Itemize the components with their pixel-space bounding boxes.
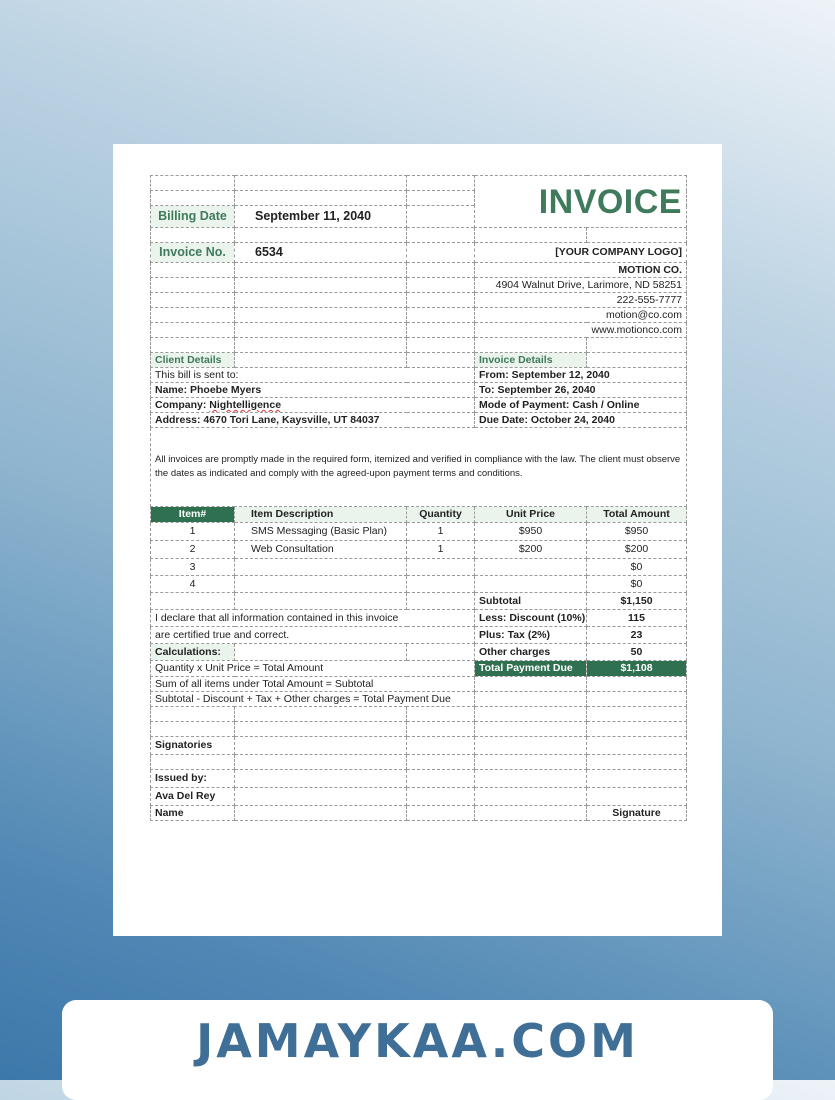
company-website: www.motionco.com [475, 323, 687, 338]
item-num: 4 [151, 576, 235, 593]
discount-label: Less: Discount (10%) [475, 610, 587, 627]
col-header-item-num: Item# [151, 507, 235, 523]
total-payment-due-label: Total Payment Due [475, 661, 587, 677]
item-total: $0 [587, 559, 687, 576]
col-header-total-amount: Total Amount [587, 507, 687, 523]
company-name: MOTION CO. [475, 263, 687, 278]
billing-date-value: September 11, 2040 [235, 206, 407, 228]
signer-name: Ava Del Rey [151, 788, 235, 806]
calculations-heading: Calculations: [151, 644, 235, 661]
brand-logo-text: JAMAYKAA.COM [196, 1014, 639, 1068]
invoice-details-heading: Invoice Details [475, 353, 587, 368]
total-payment-due-value: $1,108 [587, 661, 687, 677]
col-header-description: Item Description [235, 507, 407, 523]
company-email: motion@co.com [475, 308, 687, 323]
name-label: Name [151, 806, 235, 821]
subtotal-value: $1,150 [587, 593, 687, 610]
other-charges-label: Other charges [475, 644, 587, 661]
item-unit-price [475, 576, 587, 593]
calc-line-2: Sum of all items under Total Amount = Subtotal [151, 677, 475, 692]
item-quantity: 1 [407, 541, 475, 559]
due-date: Due Date: October 24, 2040 [475, 413, 687, 428]
item-quantity: 1 [407, 523, 475, 541]
client-name: Name: Phoebe Myers [151, 383, 475, 398]
subtotal-label: Subtotal [475, 593, 587, 610]
table-row [151, 576, 687, 593]
payment-mode: Mode of Payment: Cash / Online [475, 398, 687, 413]
item-total: $950 [587, 523, 687, 541]
table-row [151, 523, 687, 541]
issued-by-label: Issued by: [151, 770, 235, 788]
signature-label: Signature [587, 806, 687, 821]
tax-label: Plus: Tax (2%) [475, 627, 587, 644]
company-address: 4904 Walnut Drive, Larimore, ND 58251 [475, 278, 687, 293]
table-row [151, 541, 687, 559]
invoice-from-date: From: September 12, 2040 [475, 368, 687, 383]
item-description [235, 576, 407, 593]
client-company-name: Nightelligence [209, 398, 282, 411]
invoice-title: INVOICE [475, 176, 687, 228]
declaration-line-1: I declare that all information contained in this invoice [151, 610, 475, 627]
client-details-heading: Client Details [151, 353, 235, 368]
company-phone: 222-555-7777 [475, 293, 687, 308]
item-description [235, 559, 407, 576]
table-row [151, 559, 687, 576]
item-unit-price [475, 559, 587, 576]
col-header-unit-price: Unit Price [475, 507, 587, 523]
item-total: $200 [587, 541, 687, 559]
item-num: 2 [151, 541, 235, 559]
signatories-heading: Signatories [151, 737, 235, 755]
client-sent-to: This bill is sent to: [151, 368, 475, 383]
client-address: Address: 4670 Tori Lane, Kaysville, UT 84037 [151, 413, 475, 428]
client-company-prefix: Company: [155, 398, 210, 411]
item-quantity [407, 576, 475, 593]
billing-date-label: Billing Date [151, 206, 235, 228]
invoice-to-date: To: September 26, 2040 [475, 383, 687, 398]
brand-banner [62, 1000, 773, 1100]
invoice-no-label: Invoice No. [151, 243, 235, 263]
tax-value: 23 [587, 627, 687, 644]
client-company [151, 398, 475, 413]
item-unit-price: $200 [475, 541, 587, 559]
invoice-notice: All invoices are promptly made in the required form, itemized and verified in compliance with the law. The client must observe the dates as indicated and comply with the agreed-upon payment terms and conditions. [151, 428, 687, 507]
item-num: 3 [151, 559, 235, 576]
item-unit-price: $950 [475, 523, 587, 541]
item-description: Web Consultation [235, 541, 407, 559]
item-quantity [407, 559, 475, 576]
calc-line-1: Quantity x Unit Price = Total Amount [151, 661, 475, 677]
company-logo-placeholder: [YOUR COMPANY LOGO] [475, 243, 687, 263]
item-description: SMS Messaging (Basic Plan) [235, 523, 407, 541]
item-total: $0 [587, 576, 687, 593]
invoice-grid [150, 175, 687, 821]
col-header-quantity: Quantity [407, 507, 475, 523]
discount-value: 115 [587, 610, 687, 627]
other-charges-value: 50 [587, 644, 687, 661]
item-num: 1 [151, 523, 235, 541]
declaration-line-2: are certified true and correct. [151, 627, 475, 644]
invoice-sheet [113, 144, 722, 936]
invoice-no-value: 6534 [235, 243, 407, 263]
calc-line-3: Subtotal - Discount + Tax + Other charges = Total Payment Due [151, 692, 475, 707]
